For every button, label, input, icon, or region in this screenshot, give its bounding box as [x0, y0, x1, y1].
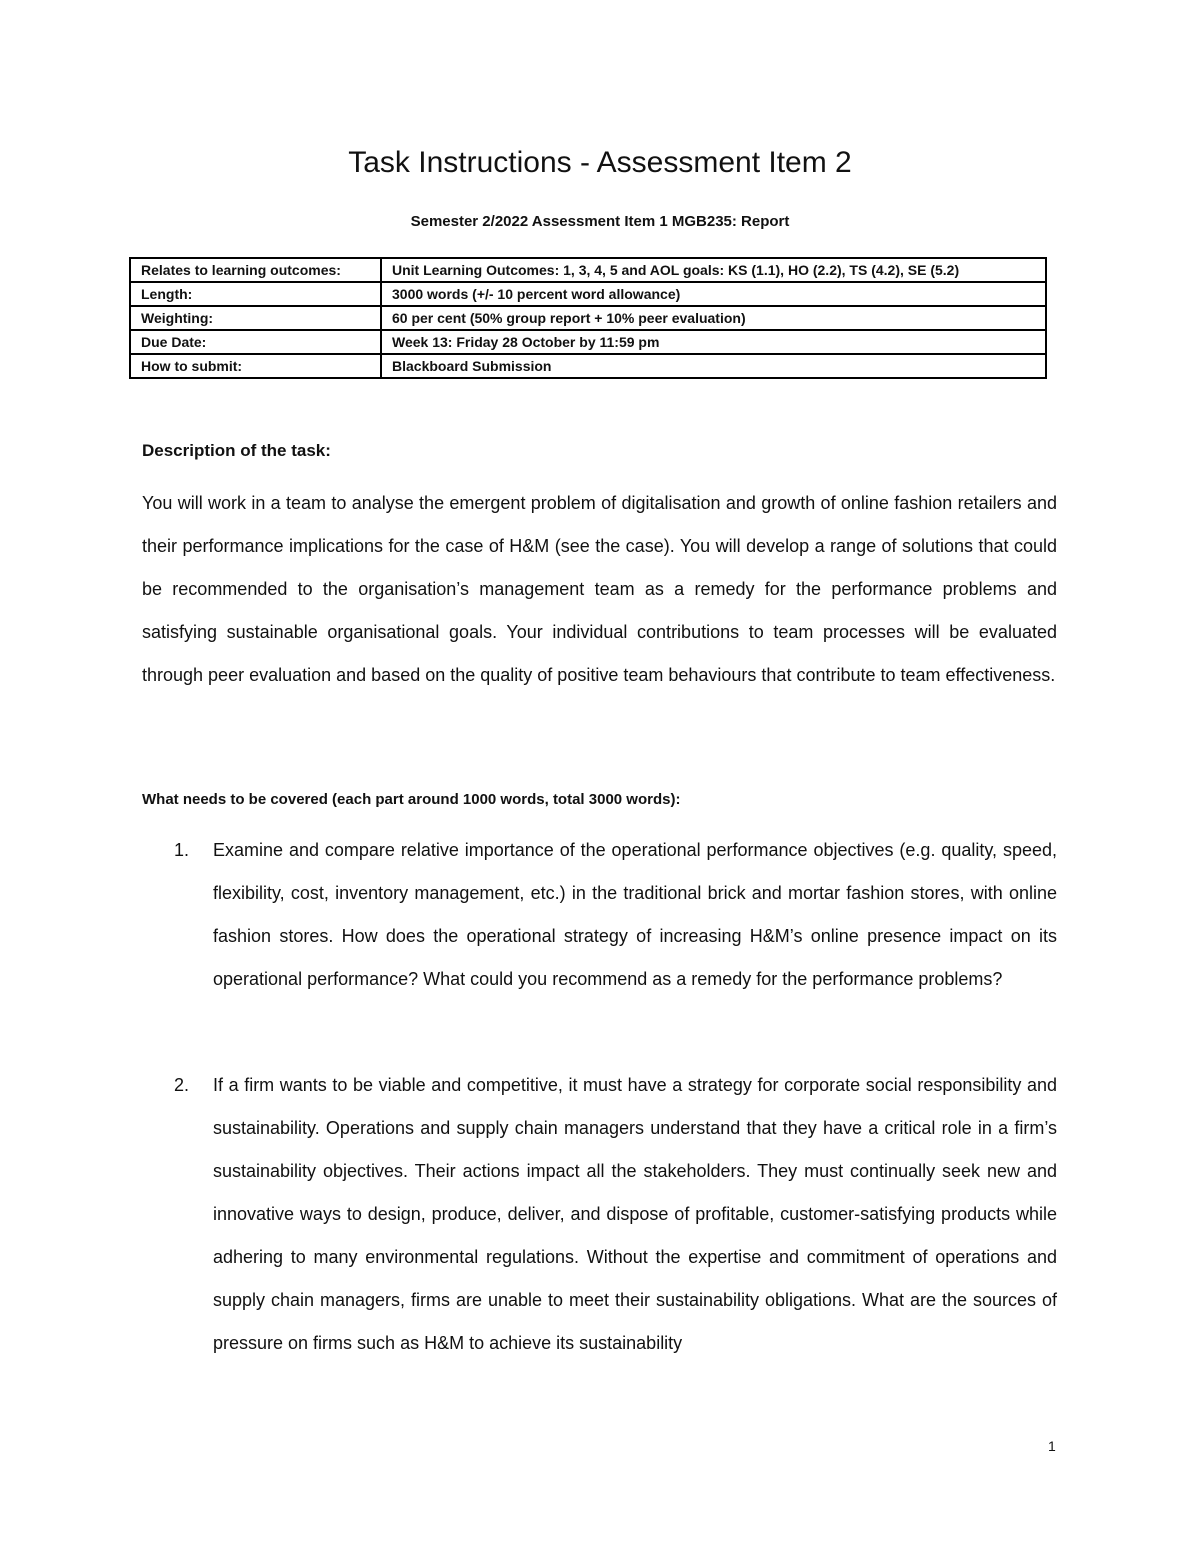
table-value: Blackboard Submission	[381, 354, 1046, 378]
table-value: Unit Learning Outcomes: 1, 3, 4, 5 and AOL goals: KS (1.1), HO (2.2), TS (4.2), SE (5.2)	[381, 258, 1046, 282]
table-label: Length:	[130, 282, 381, 306]
list-item-number: 1.	[174, 840, 190, 860]
description-body: You will work in a team to analyse the emergent problem of digitalisation and growth of online fashion retailers and their performance implications for the case of H&M (see the case). You will develop a range of solutions that could be recommended to the organisation’s management team as a remedy for the performance problems and satisfying sustainable organisational goals. Your individual contributions to team processes will be evaluated through peer evaluation and based on the quality of positive team behaviours that contribute to team effectiveness.	[142, 493, 1057, 685]
table-row	[130, 306, 1046, 330]
list-item	[142, 829, 1057, 1001]
list-item-text: If a firm wants to be viable and competitive, it must have a strategy for corporate social responsibility and sustainability. Operations and supply chain managers understand that they have a critical role in a firm’s sustainability objectives. Their actions impact all the stakeholders. They must continually seek new and innovative ways to design, produce, deliver, and dispose of profitable, customer-satisfying products while adhering to many environmental regulations. Without the expertise and commitment of operations and supply chain managers, firms are unable to meet their sustainability obligations. What are the sources of pressure on firms such as H&M to achieve its sustainability	[213, 1075, 1057, 1353]
table-label: Due Date:	[130, 330, 381, 354]
table-row	[130, 330, 1046, 354]
table-value: Week 13: Friday 28 October by 11:59 pm	[381, 330, 1046, 354]
list-item-text: Examine and compare relative importance of the operational performance objectives (e.g. quality, speed, flexibility, cost, inventory management, etc.) in the traditional brick and mortar fashion stores, with online fashion stores. How does the operational strategy of increasing H&M’s online presence impact on its operational performance? What could you recommend as a remedy for the performance problems?	[213, 840, 1057, 989]
document-subtitle: Semester 2/2022 Assessment Item 1 MGB235: Report	[410, 213, 790, 230]
table-value: 60 per cent (50% group report + 10% peer evaluation)	[381, 306, 1046, 330]
table-value: 3000 words (+/- 10 percent word allowance)	[381, 282, 1046, 306]
page-number: 1	[1048, 1438, 1056, 1454]
table-label: Relates to learning outcomes:	[130, 258, 381, 282]
table-row	[130, 354, 1046, 378]
table-row	[130, 282, 1046, 306]
assessment-info-table	[129, 257, 1047, 379]
table-row	[130, 258, 1046, 282]
list-item-number: 2.	[174, 1075, 190, 1095]
document-title: Task Instructions - Assessment Item 2	[348, 146, 852, 179]
coverage-heading: What needs to be covered (each part around 1000 words, total 3000 words):	[142, 791, 681, 808]
description-heading: Description of the task:	[142, 441, 331, 460]
list-item	[142, 1064, 1057, 1365]
table-label: How to submit:	[130, 354, 381, 378]
table-label: Weighting:	[130, 306, 381, 330]
